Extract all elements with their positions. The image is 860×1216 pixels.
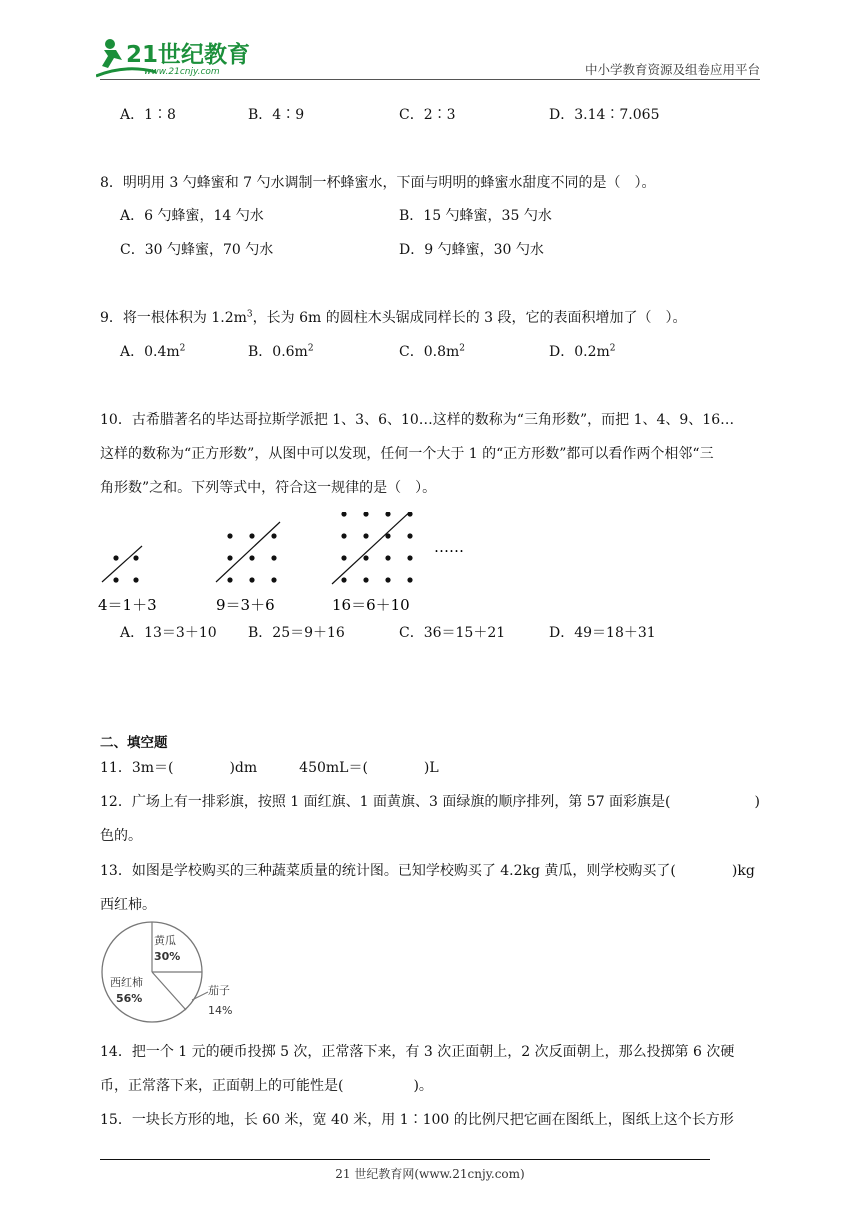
- q10-option-b[interactable]: B．25＝9＋16: [248, 625, 345, 641]
- q9-option-a[interactable]: A．$0.4m^2$: [120, 343, 186, 360]
- q10-stem-line1: 10．古希腊著名的毕达哥拉斯学派把 1、3、6、10…这样的数称为“三角形数”，而把 1、4、9、16…: [100, 412, 735, 428]
- square-number-figure: [96, 512, 476, 616]
- figure-label-9: 9＝3＋6: [216, 596, 275, 614]
- figure-label-16: 16＝6＋10: [332, 596, 410, 614]
- q13-line1: 13．如图是学校购买的三种蔬菜质量的统计图。已知学校购买了 4.2kg 黄瓜，则学校购买了( )kg: [100, 863, 755, 879]
- q10-stem-line2: 这样的数称为“正方形数”，从图中可以发现，任何一个大于 1 的“正方形数”都可以看作两个相邻“三: [100, 446, 714, 462]
- q7-option-d[interactable]: D．3.14∶7.065: [549, 107, 660, 123]
- dots-16: [341, 512, 412, 583]
- q11: 11．3m＝( )dm 450mL＝( )L: [100, 760, 439, 776]
- footer-text: 21 世纪教育网(www.21cnjy.com): [335, 1167, 525, 1181]
- header-divider: [100, 79, 760, 80]
- figure-label-4: 4＝1＋3: [98, 596, 157, 614]
- q13-line2: 西红柿。: [100, 897, 156, 913]
- q7-option-a[interactable]: A．1∶8: [120, 107, 176, 123]
- q14-line2: 币，正常落下来，正面朝上的可能性是( )。: [100, 1078, 433, 1094]
- q9-option-c[interactable]: C．$0.8m^2$: [399, 343, 465, 360]
- q7-option-c[interactable]: C．2∶3: [399, 107, 456, 123]
- site-logo: [96, 36, 266, 80]
- section-title: 二、填空题: [100, 735, 168, 751]
- q8-option-b[interactable]: B．15 勺蜂蜜，35 勺水: [399, 208, 552, 224]
- q12-line1: 12．广场上有一排彩旗，按照 1 面红旗、1 面黄旗、3 面绿旗的顺序排列，第 57 面彩旗是( ): [100, 794, 760, 810]
- q9-stem: 9．将一根体积为 $1.2m^3$，长为 6m 的圆柱木头锯成同样长的 3 段，它的表面积增加了（ ）。: [100, 309, 687, 326]
- q15-line1: 15．一块长方形的地，长 60 米，宽 40 米，用 1∶100 的比例尺把它画在图纸上，图纸上这个长方形: [100, 1112, 734, 1128]
- figure-ellipsis: ……: [434, 538, 464, 556]
- pie-value-eggplant: 14%: [208, 1004, 233, 1017]
- pie-label-tomato: 西红柿: [110, 976, 143, 989]
- q8-stem: 8．明明用 3 勺蜂蜜和 7 勺水调制一杯蜂蜜水，下面与明明的蜂蜜水甜度不同的是（ ）。: [100, 175, 656, 191]
- q8-option-a[interactable]: A．6 勺蜂蜜，14 勺水: [120, 208, 264, 224]
- platform-name: 中小学教育资源及组卷应用平台: [584, 62, 760, 77]
- q8-option-c[interactable]: C．30 勺蜂蜜，70 勺水: [120, 242, 274, 258]
- q12-line2: 色的。: [100, 828, 142, 844]
- q10-option-a[interactable]: A．13＝3＋10: [120, 625, 217, 641]
- footer-divider: [100, 1159, 710, 1160]
- logo-main-text: 21世纪教育: [126, 42, 251, 68]
- dots-9: [227, 533, 276, 582]
- q14-line1: 14．把一个 1 元的硬币投掷 5 次，正常落下来，有 3 次正面朝上，2 次反面朝上，那么投掷第 6 次硬: [100, 1044, 735, 1060]
- q10-option-d[interactable]: D．49＝18＋31: [549, 625, 656, 641]
- pie-value-cucumber: 30%: [154, 950, 181, 963]
- q10-option-c[interactable]: C．36＝15＋21: [399, 625, 506, 641]
- logo-sub-text: www.21cnjy.com: [144, 67, 220, 77]
- vegetable-pie-chart: [98, 920, 258, 1026]
- q7-option-b[interactable]: B．4∶9: [248, 107, 305, 123]
- q9-option-d[interactable]: D．$0.2m^2$: [549, 343, 616, 360]
- q9-option-b[interactable]: B．$0.6m^2$: [248, 343, 314, 360]
- q8-option-d[interactable]: D．9 勺蜂蜜，30 勺水: [399, 242, 544, 258]
- pie-value-tomato: 56%: [116, 992, 143, 1005]
- pie-label-cucumber: 黄瓜: [154, 934, 176, 947]
- q10-stem-line3: 角形数”之和。下列等式中，符合这一规律的是（ ）。: [100, 480, 437, 496]
- pie-label-eggplant: 茄子: [208, 984, 230, 997]
